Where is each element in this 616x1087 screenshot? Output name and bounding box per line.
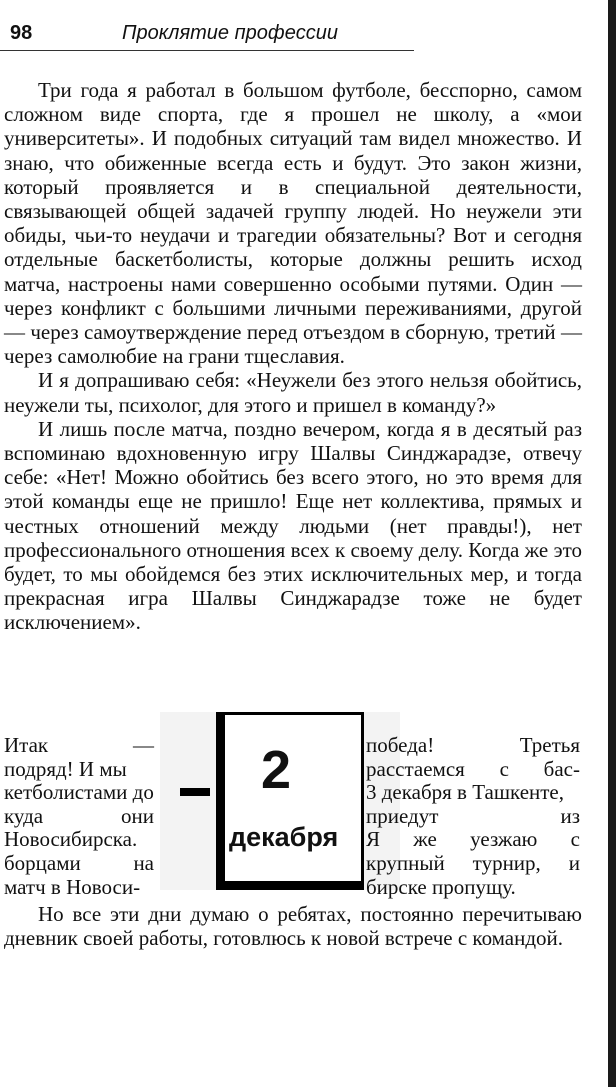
text-line: бирске пропущу. (366, 874, 516, 899)
date-frame (216, 712, 364, 890)
running-header (0, 22, 414, 51)
paragraph: Три года я работал в большом футболе, бесспорно, самом сложном виде спорта, где я прошел не школу, а «мои университеты». И подобных ситуаций там видел множество. И знаю, что обиженные всегда есть и будут. Это закон жизни, который проявляется и в специальной деятельности, связывающей общей задачей группу людей. Но неужели эти обиды, чьи-то неудачи и трагедии обязательны? Вот и сегодня отдельные баскетболисты, которые должны решить исход матча, настроены нами совершенно особыми путями. Один — через конфликт с большими личными переживаниями, другой — через самоутверждение перед отъездом в сборную, третий — через самолюбие на грани тщеславия. (4, 78, 582, 369)
wrap-right-column (366, 734, 580, 899)
text-line: куда они (4, 803, 154, 828)
text-line: Я же уезжаю с (366, 827, 580, 852)
running-title: Проклятие профессии (122, 22, 338, 44)
date-month: декабря (229, 822, 339, 852)
text-line: 3 декабря в Ташкенте, (366, 780, 565, 805)
paragraph: И лишь после матча, поздно вечером, когда я в десятый раз вспоминаю вдохновенную игру Шалвы Синджарадзе, отвечу себе: «Нет! Можно обойтись без всего этого, но это время для этой команды еще не пришло! Еще нет коллектива, прямых и честных отношений между людьми (нет правды!), нет профессионального отношения всех к своему делу. Когда же это будет, то мы обойдемся без этих исключительных мер, и тогда прекрасная игра Шалвы Синджарадзе тоже не будет исключением». (4, 416, 582, 635)
page-number: 98 (10, 22, 33, 44)
wrap-left-column (4, 734, 154, 899)
dash-mark (180, 788, 210, 796)
page-edge (608, 0, 616, 1087)
closing-text (4, 902, 582, 950)
text-line: матч в Новоси- (4, 874, 141, 899)
paragraph: Но все эти дни думаю о ребятах, постоянно перечитываю дневник своей работы, готовлюсь к новой встрече с командой. (4, 902, 582, 950)
text-line: кетболистами до (4, 780, 154, 805)
paragraph: И я допрашиваю себя: «Неужели без этого нельзя обойтись, неужели ты, психолог, для этого и пришел в команду?» (4, 368, 582, 417)
text-line: Новосибирска. (4, 827, 138, 852)
date-day: 2 (261, 740, 292, 800)
text-line: приедут из (366, 803, 580, 828)
text-line: крупный турнир, и (366, 850, 580, 875)
text-line: победа! Третья (366, 733, 580, 757)
text-line: борцами на (4, 850, 154, 875)
text-line: подряд! И мы (4, 756, 127, 781)
main-text (4, 78, 582, 635)
text-line: Итак — (4, 733, 154, 757)
text-line: расстаемся с бас- (366, 756, 580, 781)
date-marker (180, 712, 358, 890)
